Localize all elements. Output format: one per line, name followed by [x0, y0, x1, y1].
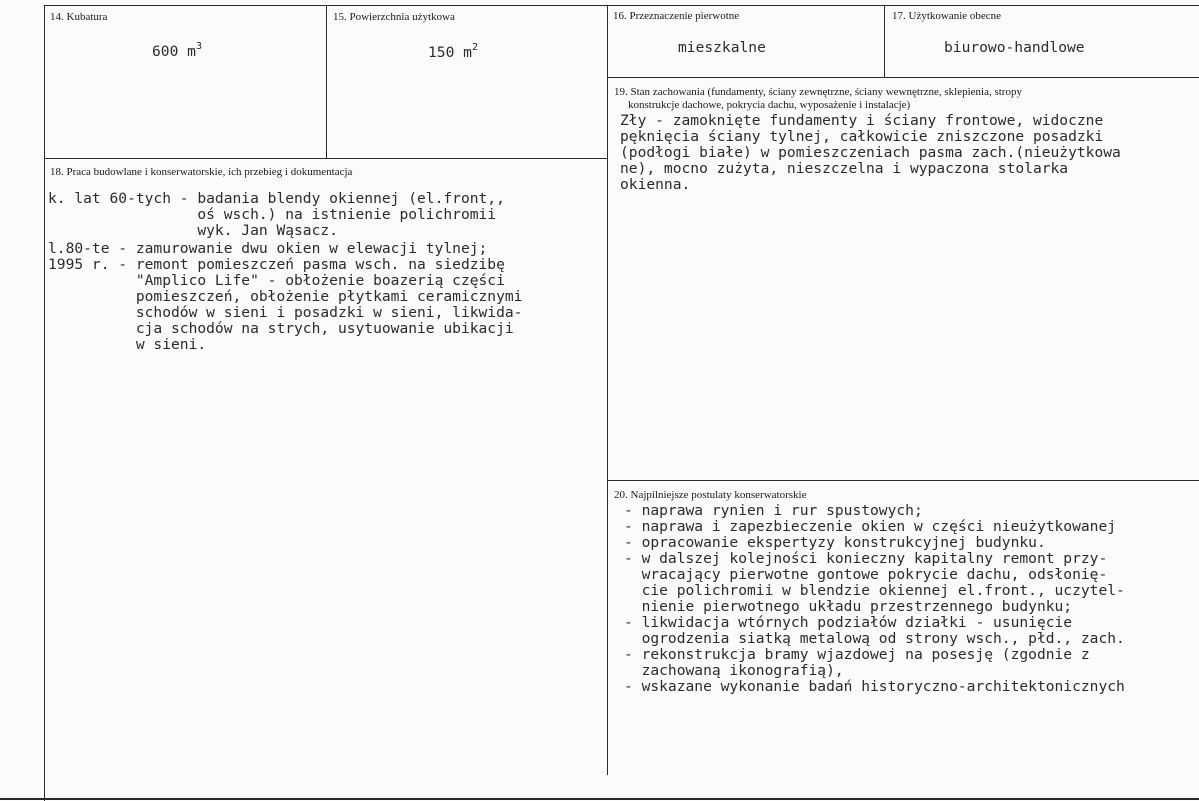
field-18-line: pomieszczeń, obłożenie płytkami ceramicznymi	[48, 288, 523, 305]
field-20-line: - likwidacja wtórnych podziałów działki - usunięcie	[624, 614, 1073, 631]
field-20-line: zachowaną ikonografią),	[624, 662, 844, 679]
field-20-line: - wskazane wykonanie badań historyczno-architektonicznych	[624, 678, 1125, 695]
field-16-label: 16. Przeznaczenie pierwotne	[613, 10, 740, 22]
field-19-label-line2: konstrukcje dachowe, pokrycia dachu, wyposażenie i instalacje)	[628, 99, 911, 111]
field-14-value-text: 600 m	[152, 43, 196, 60]
field-20-line: nienie pierwotnego układu przestrzennego budynku;	[624, 598, 1073, 615]
divider-16-17	[884, 5, 885, 77]
field-20-line: - w dalszej kolejności konieczny kapitalny remont przy-	[624, 550, 1108, 567]
field-20-line: - opracowanie ekspertyzy konstrukcyjnej budynku.	[624, 534, 1046, 551]
center-divider	[607, 5, 608, 775]
field-18-line: oś wsch.) na istnienie polichromii	[48, 206, 497, 223]
field-20-line: - naprawa i zapezbieczenie okien w części nieużytkowanej	[624, 518, 1117, 535]
field-18-line: w sieni.	[48, 336, 207, 353]
field-18-line: wyk. Jan Wąsacz.	[48, 222, 338, 239]
field-19-line: Zły - zamoknięte fundamenty i ściany frontowe, widoczne	[620, 113, 1104, 129]
field-20-line: - naprawa rynien i rur spustowych;	[624, 503, 923, 519]
field-20-line: cie polichromii w blendzie okiennej el.front., uczytel-	[624, 582, 1125, 599]
field-20-label: 20. Najpilniejsze postulaty konserwatorskie	[614, 489, 807, 501]
field-19-line: okienna.	[620, 176, 691, 193]
field-15-value-text: 150 m	[428, 44, 472, 61]
field-16-value: mieszkalne	[678, 39, 766, 56]
field-17-value: biurowo-handlowe	[944, 39, 1085, 56]
field-14-label: 14. Kubatura	[50, 11, 108, 23]
divider-14-15	[326, 5, 327, 158]
field-18-label: 18. Praca budowlane i konserwatorskie, ich przebieg i dokumentacja	[50, 166, 353, 178]
field-18-line: l.80-te - zamurowanie dwu okien w elewacji tylnej;	[48, 240, 488, 257]
field-19-line: (podłogi białe) w pomieszczeniach pasma zach.(nieużytkowa	[620, 144, 1121, 161]
left-border	[44, 5, 45, 801]
field-19-text-area	[620, 113, 1199, 203]
field-20-line: ogrodzenia siatką metalową od strony wsch., płd., zach.	[624, 630, 1125, 647]
field-14-value	[152, 41, 202, 60]
divider-row-14-15	[44, 158, 607, 159]
field-15-unit-exp: 2	[471, 42, 478, 53]
field-14-unit-exp: 3	[195, 41, 202, 52]
field-19-line: ne), mocno zużyta, nieszczelna i wypaczona stolarka	[620, 160, 1069, 177]
field-20-line: wracający pierwotne gontowe pokrycie dachu, odsłonię-	[624, 566, 1108, 583]
field-18-text-area	[48, 191, 614, 371]
field-15-label: 15. Powierzchnia użytkowa	[333, 11, 455, 23]
field-19-label-line1: 19. Stan zachowania (fundamenty, ściany zewnętrzne, ściany wewnętrzne, sklepienia, stropy	[614, 86, 1022, 98]
divider-row-19-20	[607, 480, 1199, 481]
field-19-line: pęknięcia ściany tylnej, całkowicie zniszczone posadzki	[620, 128, 1104, 145]
field-18-line: cja schodów na strych, usytuowanie ubikacji	[48, 320, 514, 337]
field-20-line: - rekonstrukcja bramy wjazdowej na posesję (zgodnie z	[624, 646, 1090, 663]
field-18-line: schodów w sieni i posadzki w sieni, likwida-	[48, 304, 523, 321]
field-18-line: "Amplico Life" - obłożenie boazerią części	[48, 272, 505, 289]
bottom-border	[0, 798, 1199, 800]
field-18-line: 1995 r. - remont pomieszczeń pasma wsch. na siedzibę	[48, 256, 505, 273]
top-border	[44, 5, 1199, 6]
field-15-value	[428, 42, 478, 61]
field-17-label: 17. Użytkowanie obecne	[892, 10, 1002, 22]
field-18-line: k. lat 60-tych - badania blendy okiennej (el.front,,	[48, 191, 505, 207]
field-20-text-area	[624, 503, 1199, 703]
divider-row-16-17	[607, 77, 1199, 78]
